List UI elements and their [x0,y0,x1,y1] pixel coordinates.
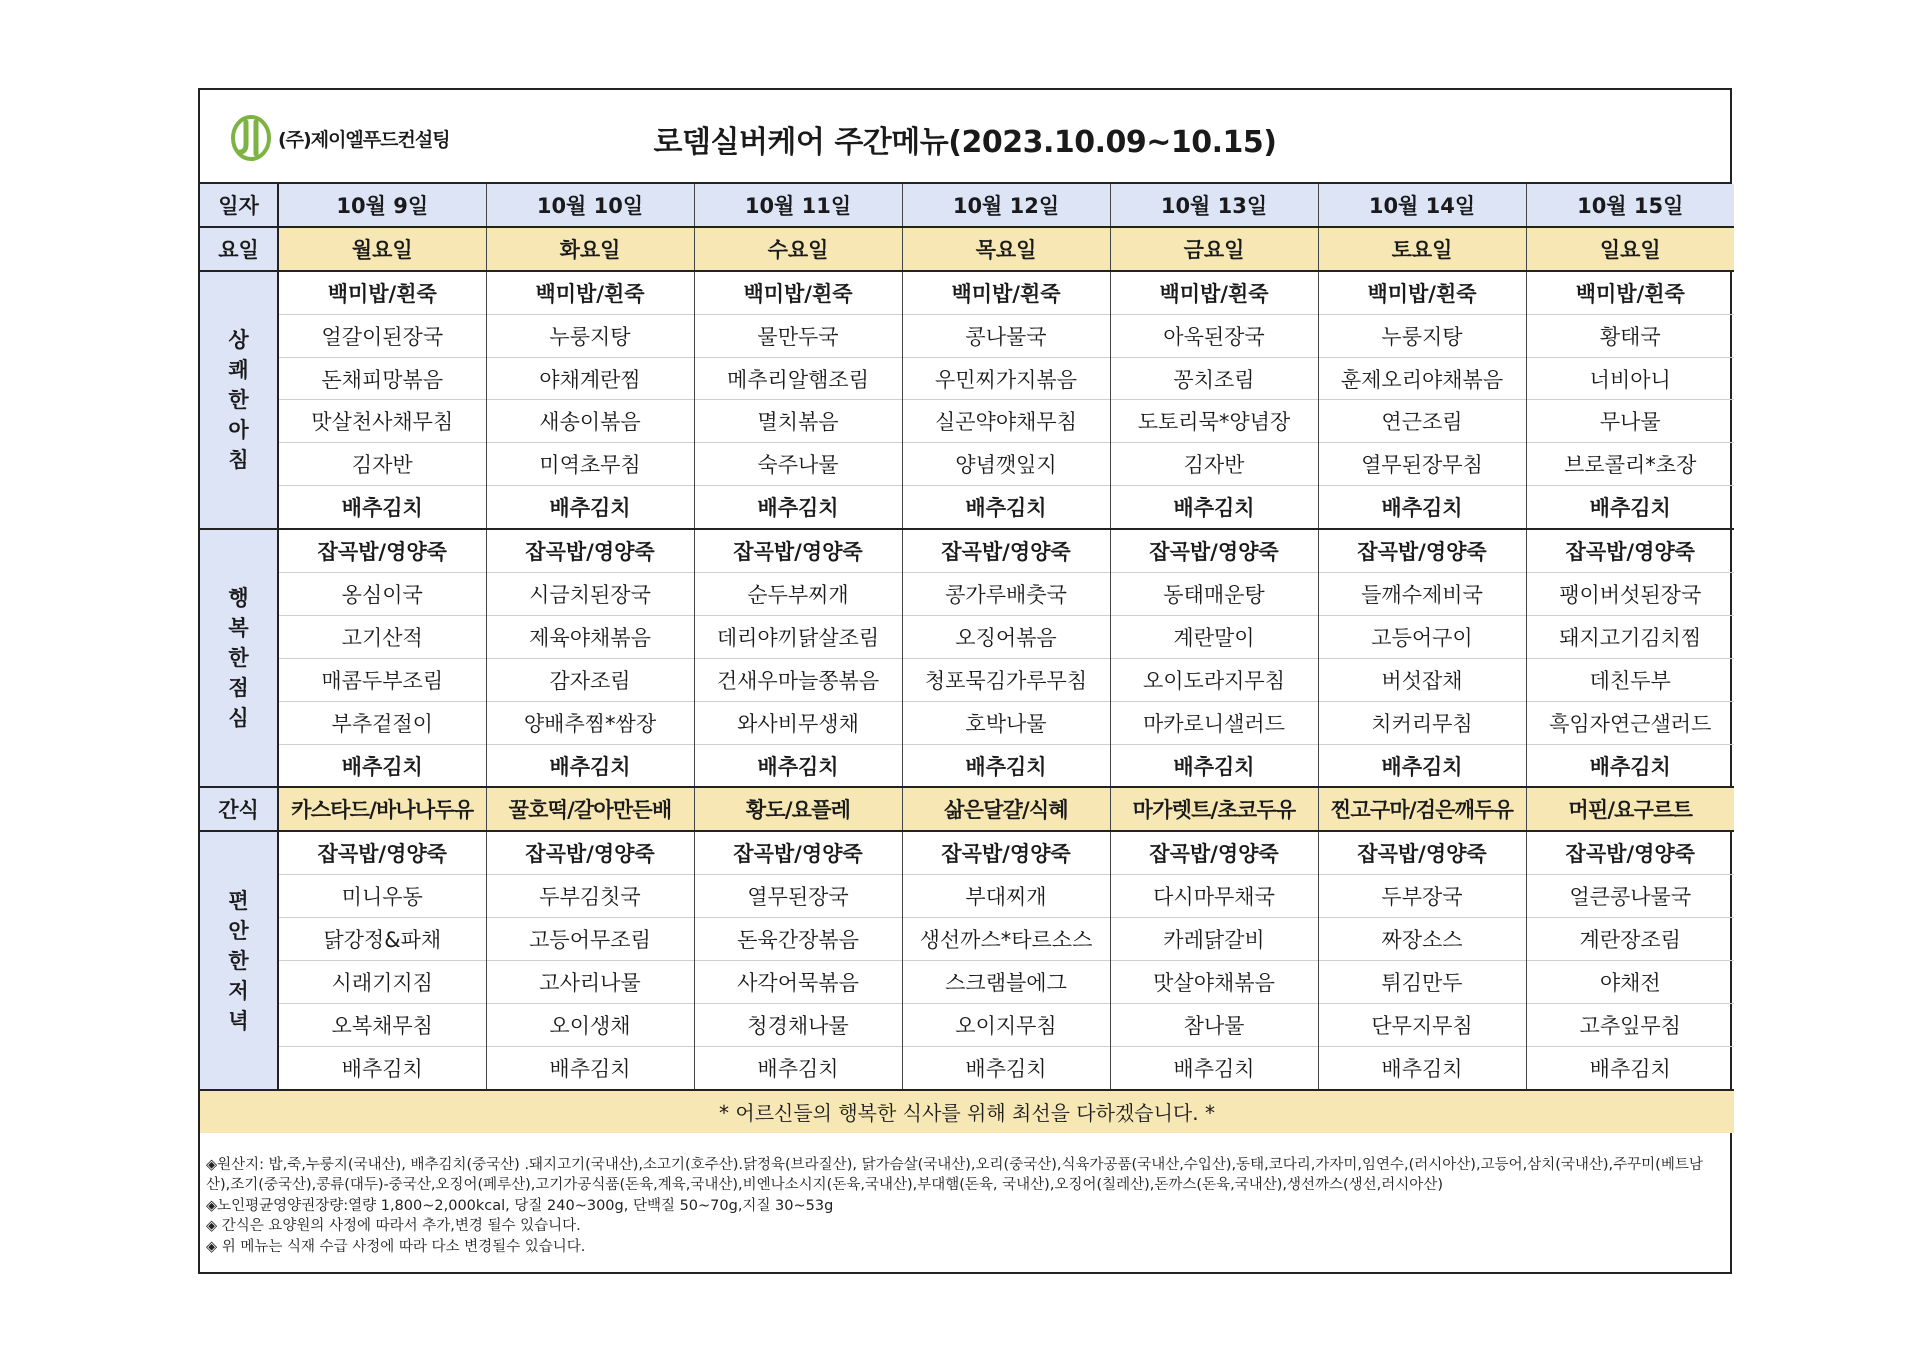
weekday-cell: 토요일 [1318,227,1526,271]
breakfast-dish: 배추김치 [1318,486,1526,529]
snack-row [200,787,1734,831]
breakfast-dish: 백미밥/흰죽 [1526,271,1734,314]
dinner-dish: 잡곡밥/영양죽 [1110,831,1318,874]
breakfast-dish: 너비아니 [1526,357,1734,400]
lunch-dish: 들깨수제비국 [1318,573,1526,616]
dinner-row [200,1003,1734,1046]
lunch-dish: 데리야끼닭살조림 [694,615,902,658]
menu-header [200,90,1730,184]
lunch-row [200,701,1734,744]
lunch-dish: 감자조림 [486,658,694,701]
lunch-dish: 배추김치 [694,744,902,787]
date-row [200,184,1734,227]
dinner-dish: 야채전 [1526,961,1734,1004]
lunch-dish: 건새우마늘쫑볶음 [694,658,902,701]
breakfast-dish: 실곤약야채무침 [902,400,1110,443]
lunch-dish: 오이도라지무침 [1110,658,1318,701]
breakfast-dish: 우민찌가지볶음 [902,357,1110,400]
dinner-row [200,875,1734,918]
breakfast-row [200,443,1734,486]
lunch-dish: 순두부찌개 [694,573,902,616]
dinner-dish: 부대찌개 [902,875,1110,918]
breakfast-dish: 훈제오리야채볶음 [1318,357,1526,400]
notice-text: * 어르신들의 행복한 식사를 위해 최선을 다하겠습니다. * [200,1090,1734,1133]
lunch-dish: 동태매운탕 [1110,573,1318,616]
dinner-dish: 잡곡밥/영양죽 [694,831,902,874]
dinner-dish: 고등어무조림 [486,918,694,961]
lunch-dish: 잡곡밥/영양죽 [486,529,694,572]
breakfast-dish: 백미밥/흰죽 [902,271,1110,314]
date-cell: 10월 10일 [486,184,694,227]
dinner-label [200,831,278,1089]
breakfast-dish: 아욱된장국 [1110,314,1318,357]
breakfast-dish: 누룽지탕 [486,314,694,357]
lunch-dish: 흑임자연근샐러드 [1526,701,1734,744]
lunch-row [200,529,1734,572]
dinner-dish: 생선까스*타르소스 [902,918,1110,961]
dinner-dish: 잡곡밥/영양죽 [902,831,1110,874]
dinner-dish: 다시마무채국 [1110,875,1318,918]
snack-cell: 카스타드/바나나두유 [278,787,486,831]
menu-table [200,184,1734,1133]
note-nutrition: ◈노인평균영양권장량:열량 1,800~2,000kcal, 당질 240~300g, 단백질 50~70g,지질 30~53g [206,1197,834,1214]
date-cell: 10월 11일 [694,184,902,227]
breakfast-row [200,400,1734,443]
dinner-label-text: 편안한저녁 [228,888,249,1033]
dinner-dish: 스크램블에그 [902,961,1110,1004]
breakfast-dish: 무나물 [1526,400,1734,443]
dinner-dish: 잡곡밥/영양죽 [1526,831,1734,874]
date-cell: 10월 9일 [278,184,486,227]
dinner-dish: 열무된장국 [694,875,902,918]
breakfast-row [200,486,1734,529]
notice-row [200,1090,1734,1133]
dinner-dish: 오이지무침 [902,1003,1110,1046]
breakfast-dish: 김자반 [1110,443,1318,486]
lunch-dish: 배추김치 [1318,744,1526,787]
breakfast-dish: 미역초무침 [486,443,694,486]
dinner-dish: 잡곡밥/영양죽 [1318,831,1526,874]
dinner-dish: 튀김만두 [1318,961,1526,1004]
dinner-dish: 배추김치 [1318,1046,1526,1089]
breakfast-dish: 황태국 [1526,314,1734,357]
dinner-dish: 배추김치 [486,1046,694,1089]
breakfast-dish: 백미밥/흰죽 [694,271,902,314]
dinner-dish: 배추김치 [278,1046,486,1089]
dinner-row [200,831,1734,874]
weekday-cell: 월요일 [278,227,486,271]
lunch-dish: 돼지고기김치찜 [1526,615,1734,658]
breakfast-dish: 새송이볶음 [486,400,694,443]
dinner-dish: 배추김치 [694,1046,902,1089]
weekly-menu-sheet [198,88,1732,1274]
breakfast-dish: 배추김치 [1110,486,1318,529]
breakfast-dish: 양념깻잎지 [902,443,1110,486]
breakfast-dish: 브로콜리*초장 [1526,443,1734,486]
snack-label: 간식 [200,787,278,831]
lunch-dish: 잡곡밥/영양죽 [1110,529,1318,572]
breakfast-dish: 야채계란찜 [486,357,694,400]
dinner-dish: 배추김치 [902,1046,1110,1089]
weekday-cell: 화요일 [486,227,694,271]
dinner-dish: 닭강정&파채 [278,918,486,961]
note-origin: ◈원산지: 밥,죽,누룽지(국내산), 배추김치(중국산) .돼지고기(국내산),소고기(호주산).닭정육(브라질산), 닭가슴살(국내산),오리(중국산),식육가공품(국내산,수입산),동태,코다리,가자미,임연수,(러시아산),고등어,삼치(국내산),주꾸미(베트남산),조기(중국산),콩류(대두)-중국산,오징어(페루산),고기가공식품(돈육,계육,국내산),비엔나소시지(돈육,국내산),부대햄(돈육, 국내산),오징어(칠레산),돈까스(돈육,국내산),생선까스(생선,러시아산) [206,1156,1703,1194]
dinner-dish: 잡곡밥/영양죽 [486,831,694,874]
lunch-dish: 청포묵김가루무침 [902,658,1110,701]
breakfast-dish: 열무된장무침 [1318,443,1526,486]
dinner-dish: 돈육간장볶음 [694,918,902,961]
dinner-dish: 두부장국 [1318,875,1526,918]
weekday-cell: 수요일 [694,227,902,271]
breakfast-dish: 백미밥/흰죽 [1318,271,1526,314]
note-snack-change: ◈ 간식은 요양원의 사정에 따라서 추가,변경 될수 있습니다. [206,1218,581,1235]
dinner-dish: 짜장소스 [1318,918,1526,961]
dinner-dish: 계란장조림 [1526,918,1734,961]
lunch-dish: 마카로니샐러드 [1110,701,1318,744]
lunch-dish: 배추김치 [1526,744,1734,787]
weekday-row [200,227,1734,271]
lunch-dish: 고기산적 [278,615,486,658]
lunch-label-text: 행복한점심 [228,586,249,731]
weekday-cell: 금요일 [1110,227,1318,271]
weekday-cell: 일요일 [1526,227,1734,271]
date-cell: 10월 14일 [1318,184,1526,227]
lunch-dish: 매콤두부조림 [278,658,486,701]
lunch-dish: 잡곡밥/영양죽 [902,529,1110,572]
lunch-dish: 치커리무침 [1318,701,1526,744]
breakfast-row [200,357,1734,400]
breakfast-dish: 배추김치 [694,486,902,529]
dinner-dish: 시래기지짐 [278,961,486,1004]
date-cell: 10월 13일 [1110,184,1318,227]
lunch-dish: 잡곡밥/영양죽 [1318,529,1526,572]
lunch-dish: 시금치된장국 [486,573,694,616]
dinner-dish: 단무지무침 [1318,1003,1526,1046]
snack-cell: 삶은달걀/식혜 [902,787,1110,831]
date-label: 일자 [200,184,278,227]
dinner-dish: 오이생채 [486,1003,694,1046]
lunch-label [200,529,278,787]
lunch-dish: 배추김치 [1110,744,1318,787]
dinner-dish: 맛살야채볶음 [1110,961,1318,1004]
lunch-dish: 잡곡밥/영양죽 [1526,529,1734,572]
lunch-dish: 콩가루배춧국 [902,573,1110,616]
dinner-dish: 카레닭갈비 [1110,918,1318,961]
note-menu-change: ◈ 위 메뉴는 식재 수급 사정에 따라 다소 변경될수 있습니다. [206,1238,586,1255]
breakfast-dish: 배추김치 [902,486,1110,529]
snack-cell: 황도/요플레 [694,787,902,831]
lunch-dish: 데친두부 [1526,658,1734,701]
breakfast-dish: 연근조림 [1318,400,1526,443]
lunch-dish: 잡곡밥/영양죽 [278,529,486,572]
lunch-dish: 와사비무생채 [694,701,902,744]
lunch-dish: 고등어구이 [1318,615,1526,658]
dinner-dish: 고추잎무침 [1526,1003,1734,1046]
breakfast-dish: 멸치볶음 [694,400,902,443]
breakfast-row [200,271,1734,314]
snack-cell: 꿀호떡/갈아만든배 [486,787,694,831]
breakfast-dish: 백미밥/흰죽 [278,271,486,314]
lunch-dish: 배추김치 [278,744,486,787]
snack-cell: 찐고구마/검은깨두유 [1318,787,1526,831]
breakfast-dish: 김자반 [278,443,486,486]
dinner-dish: 두부김칫국 [486,875,694,918]
dinner-dish: 사각어묵볶음 [694,961,902,1004]
page-title: 로뎀실버케어 주간메뉴(2023.10.09~10.15) [653,125,1277,160]
lunch-dish: 팽이버섯된장국 [1526,573,1734,616]
date-cell: 10월 15일 [1526,184,1734,227]
dinner-dish: 잡곡밥/영양죽 [278,831,486,874]
dinner-dish: 얼큰콩나물국 [1526,875,1734,918]
dinner-row [200,961,1734,1004]
breakfast-label [200,271,278,529]
dinner-dish: 배추김치 [1526,1046,1734,1089]
dinner-dish: 배추김치 [1110,1046,1318,1089]
breakfast-row [200,314,1734,357]
breakfast-dish: 꽁치조림 [1110,357,1318,400]
breakfast-dish: 백미밥/흰죽 [1110,271,1318,314]
breakfast-dish: 도토리묵*양념장 [1110,400,1318,443]
breakfast-dish: 배추김치 [278,486,486,529]
breakfast-dish: 물만두국 [694,314,902,357]
lunch-dish: 버섯잡채 [1318,658,1526,701]
lunch-dish: 호박나물 [902,701,1110,744]
snack-cell: 머핀/요구르트 [1526,787,1734,831]
dinner-dish: 오복채무침 [278,1003,486,1046]
breakfast-dish: 숙주나물 [694,443,902,486]
lunch-row [200,744,1734,787]
weekday-cell: 목요일 [902,227,1110,271]
breakfast-dish: 얼갈이된장국 [278,314,486,357]
dinner-dish: 미니우동 [278,875,486,918]
dinner-dish: 청경채나물 [694,1003,902,1046]
lunch-row [200,658,1734,701]
lunch-dish: 배추김치 [486,744,694,787]
breakfast-label-text: 상쾌한아침 [228,327,249,472]
company-name: (주)제이엘푸드컨설팅 [278,128,450,151]
dinner-dish: 참나물 [1110,1003,1318,1046]
lunch-dish: 잡곡밥/영양죽 [694,529,902,572]
notes-section [200,1133,1730,1258]
breakfast-dish: 콩나물국 [902,314,1110,357]
breakfast-dish: 맛살천사채무침 [278,400,486,443]
lunch-dish: 부추겉절이 [278,701,486,744]
lunch-dish: 양배추찜*쌈장 [486,701,694,744]
lunch-dish: 제육야채볶음 [486,615,694,658]
breakfast-dish: 배추김치 [1526,486,1734,529]
lunch-dish: 계란말이 [1110,615,1318,658]
breakfast-dish: 백미밥/흰죽 [486,271,694,314]
lunch-row [200,573,1734,616]
breakfast-dish: 누룽지탕 [1318,314,1526,357]
snack-cell: 마가렛트/초코두유 [1110,787,1318,831]
lunch-dish: 배추김치 [902,744,1110,787]
breakfast-dish: 돈채피망볶음 [278,357,486,400]
weekday-label: 요일 [200,227,278,271]
dinner-dish: 고사리나물 [486,961,694,1004]
dinner-row [200,918,1734,961]
dinner-row [200,1046,1734,1089]
lunch-dish: 오징어볶음 [902,615,1110,658]
breakfast-dish: 배추김치 [486,486,694,529]
lunch-dish: 옹심이국 [278,573,486,616]
lunch-row [200,615,1734,658]
date-cell: 10월 12일 [902,184,1110,227]
breakfast-dish: 메추리알햄조림 [694,357,902,400]
